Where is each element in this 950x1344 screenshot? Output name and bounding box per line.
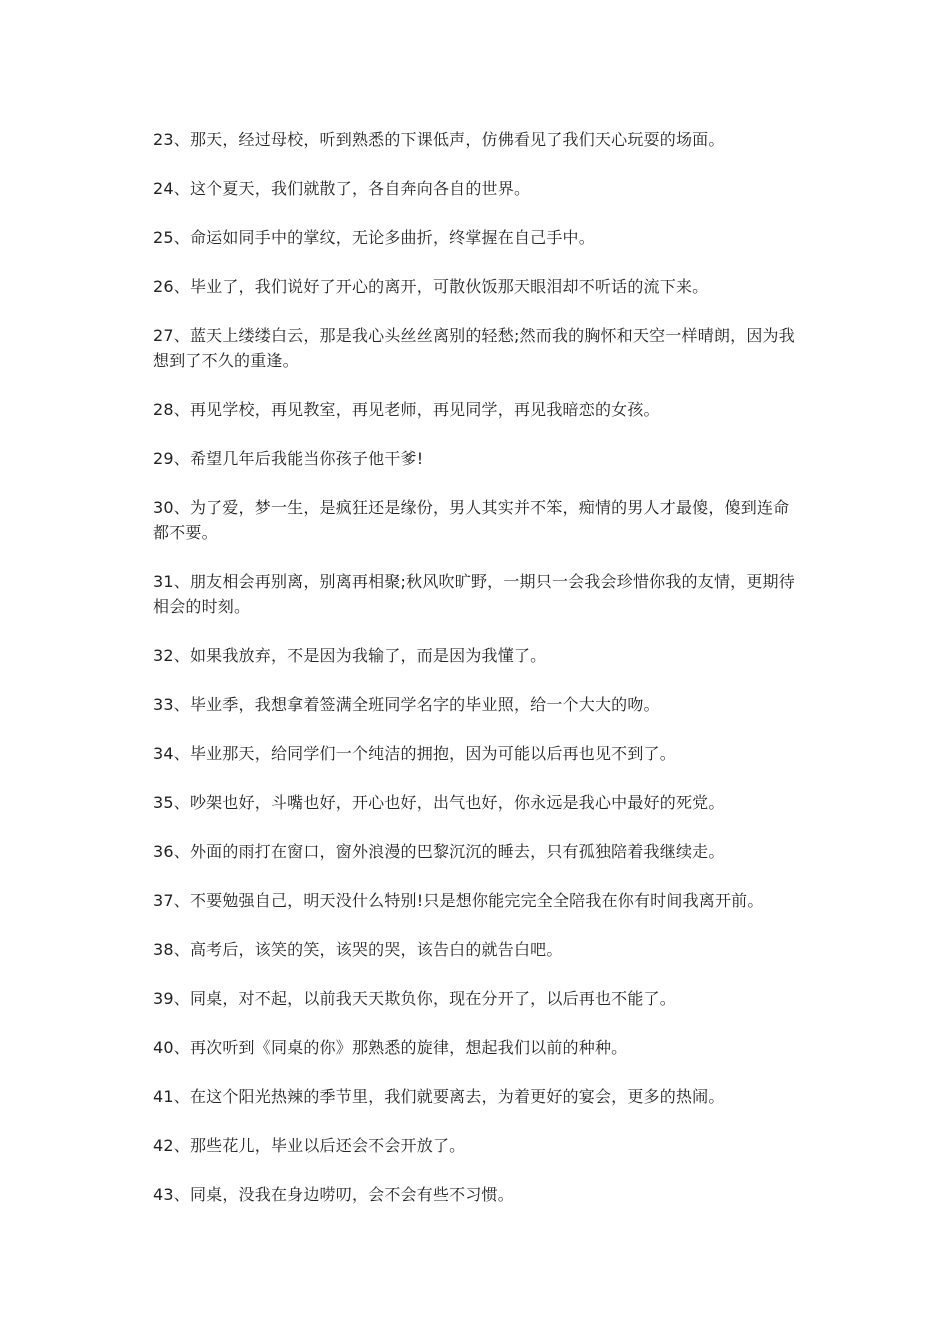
list-item: 37、不要勉强自己，明天没什么特别!只是想你能完完全全陪我在你有时间我离开前。 [153,891,764,910]
list-item: 38、高考后，该笑的笑，该哭的哭，该告白的就告白吧。 [153,940,563,959]
list-item: 40、再次听到《同桌的你》那熟悉的旋律，想起我们以前的种种。 [153,1038,628,1057]
list-item: 24、这个夏天，我们就散了，各自奔向各自的世界。 [153,179,531,198]
list-item: 42、那些花儿，毕业以后还会不会开放了。 [153,1136,466,1155]
document-body [153,127,798,1231]
list-item: 36、外面的雨打在窗口，窗外浪漫的巴黎沉沉的睡去，只有孤独陪着我继续走。 [153,842,725,861]
list-item: 41、在这个阳光热辣的季节里，我们就要离去，为着更好的宴会，更多的热闹。 [153,1087,725,1106]
list-item: 35、吵架也好，斗嘴也好，开心也好，出气也好，你永远是我心中最好的死党。 [153,793,725,812]
list-item: 32、如果我放弃，不是因为我输了，而是因为我懂了。 [153,646,547,665]
list-item: 25、命运如同手中的掌纹，无论多曲折，终掌握在自己手中。 [153,228,595,247]
list-item: 26、毕业了，我们说好了开心的离开，可散伙饭那天眼泪却不听话的流下来。 [153,277,709,296]
list-item: 33、毕业季，我想拿着签满全班同学名字的毕业照，给一个大大的吻。 [153,695,660,714]
list-item: 23、那天，经过母校，听到熟悉的下课低声，仿佛看见了我们天心玩耍的场面。 [153,130,725,149]
list-item: 28、再见学校，再见教室，再见老师，再见同学，再见我暗恋的女孩。 [153,400,660,419]
list-item: 27、蓝天上缕缕白云，那是我心头丝丝离别的轻愁;然而我的胸怀和天空一样晴朗，因为我想到了不久的重逢。 [153,326,795,370]
list-item: 34、毕业那天，给同学们一个纯洁的拥抱，因为可能以后再也见不到了。 [153,744,676,763]
list-item: 29、希望几年后我能当你孩子他干爹! [153,449,424,468]
list-item: 43、同桌，没我在身边唠叨，会不会有些不习惯。 [153,1185,514,1204]
list-item: 31、朋友相会再别离，别离再相聚;秋风吹旷野，一期只一会我会珍惜你我的友情，更期待相会的时刻。 [153,572,795,616]
list-item: 39、同桌，对不起，以前我天天欺负你，现在分开了，以后再也不能了。 [153,989,676,1008]
list-item: 30、为了爱，梦一生，是疯狂还是缘份，男人其实并不笨，痴情的男人才最傻，傻到连命都不要。 [153,498,790,542]
